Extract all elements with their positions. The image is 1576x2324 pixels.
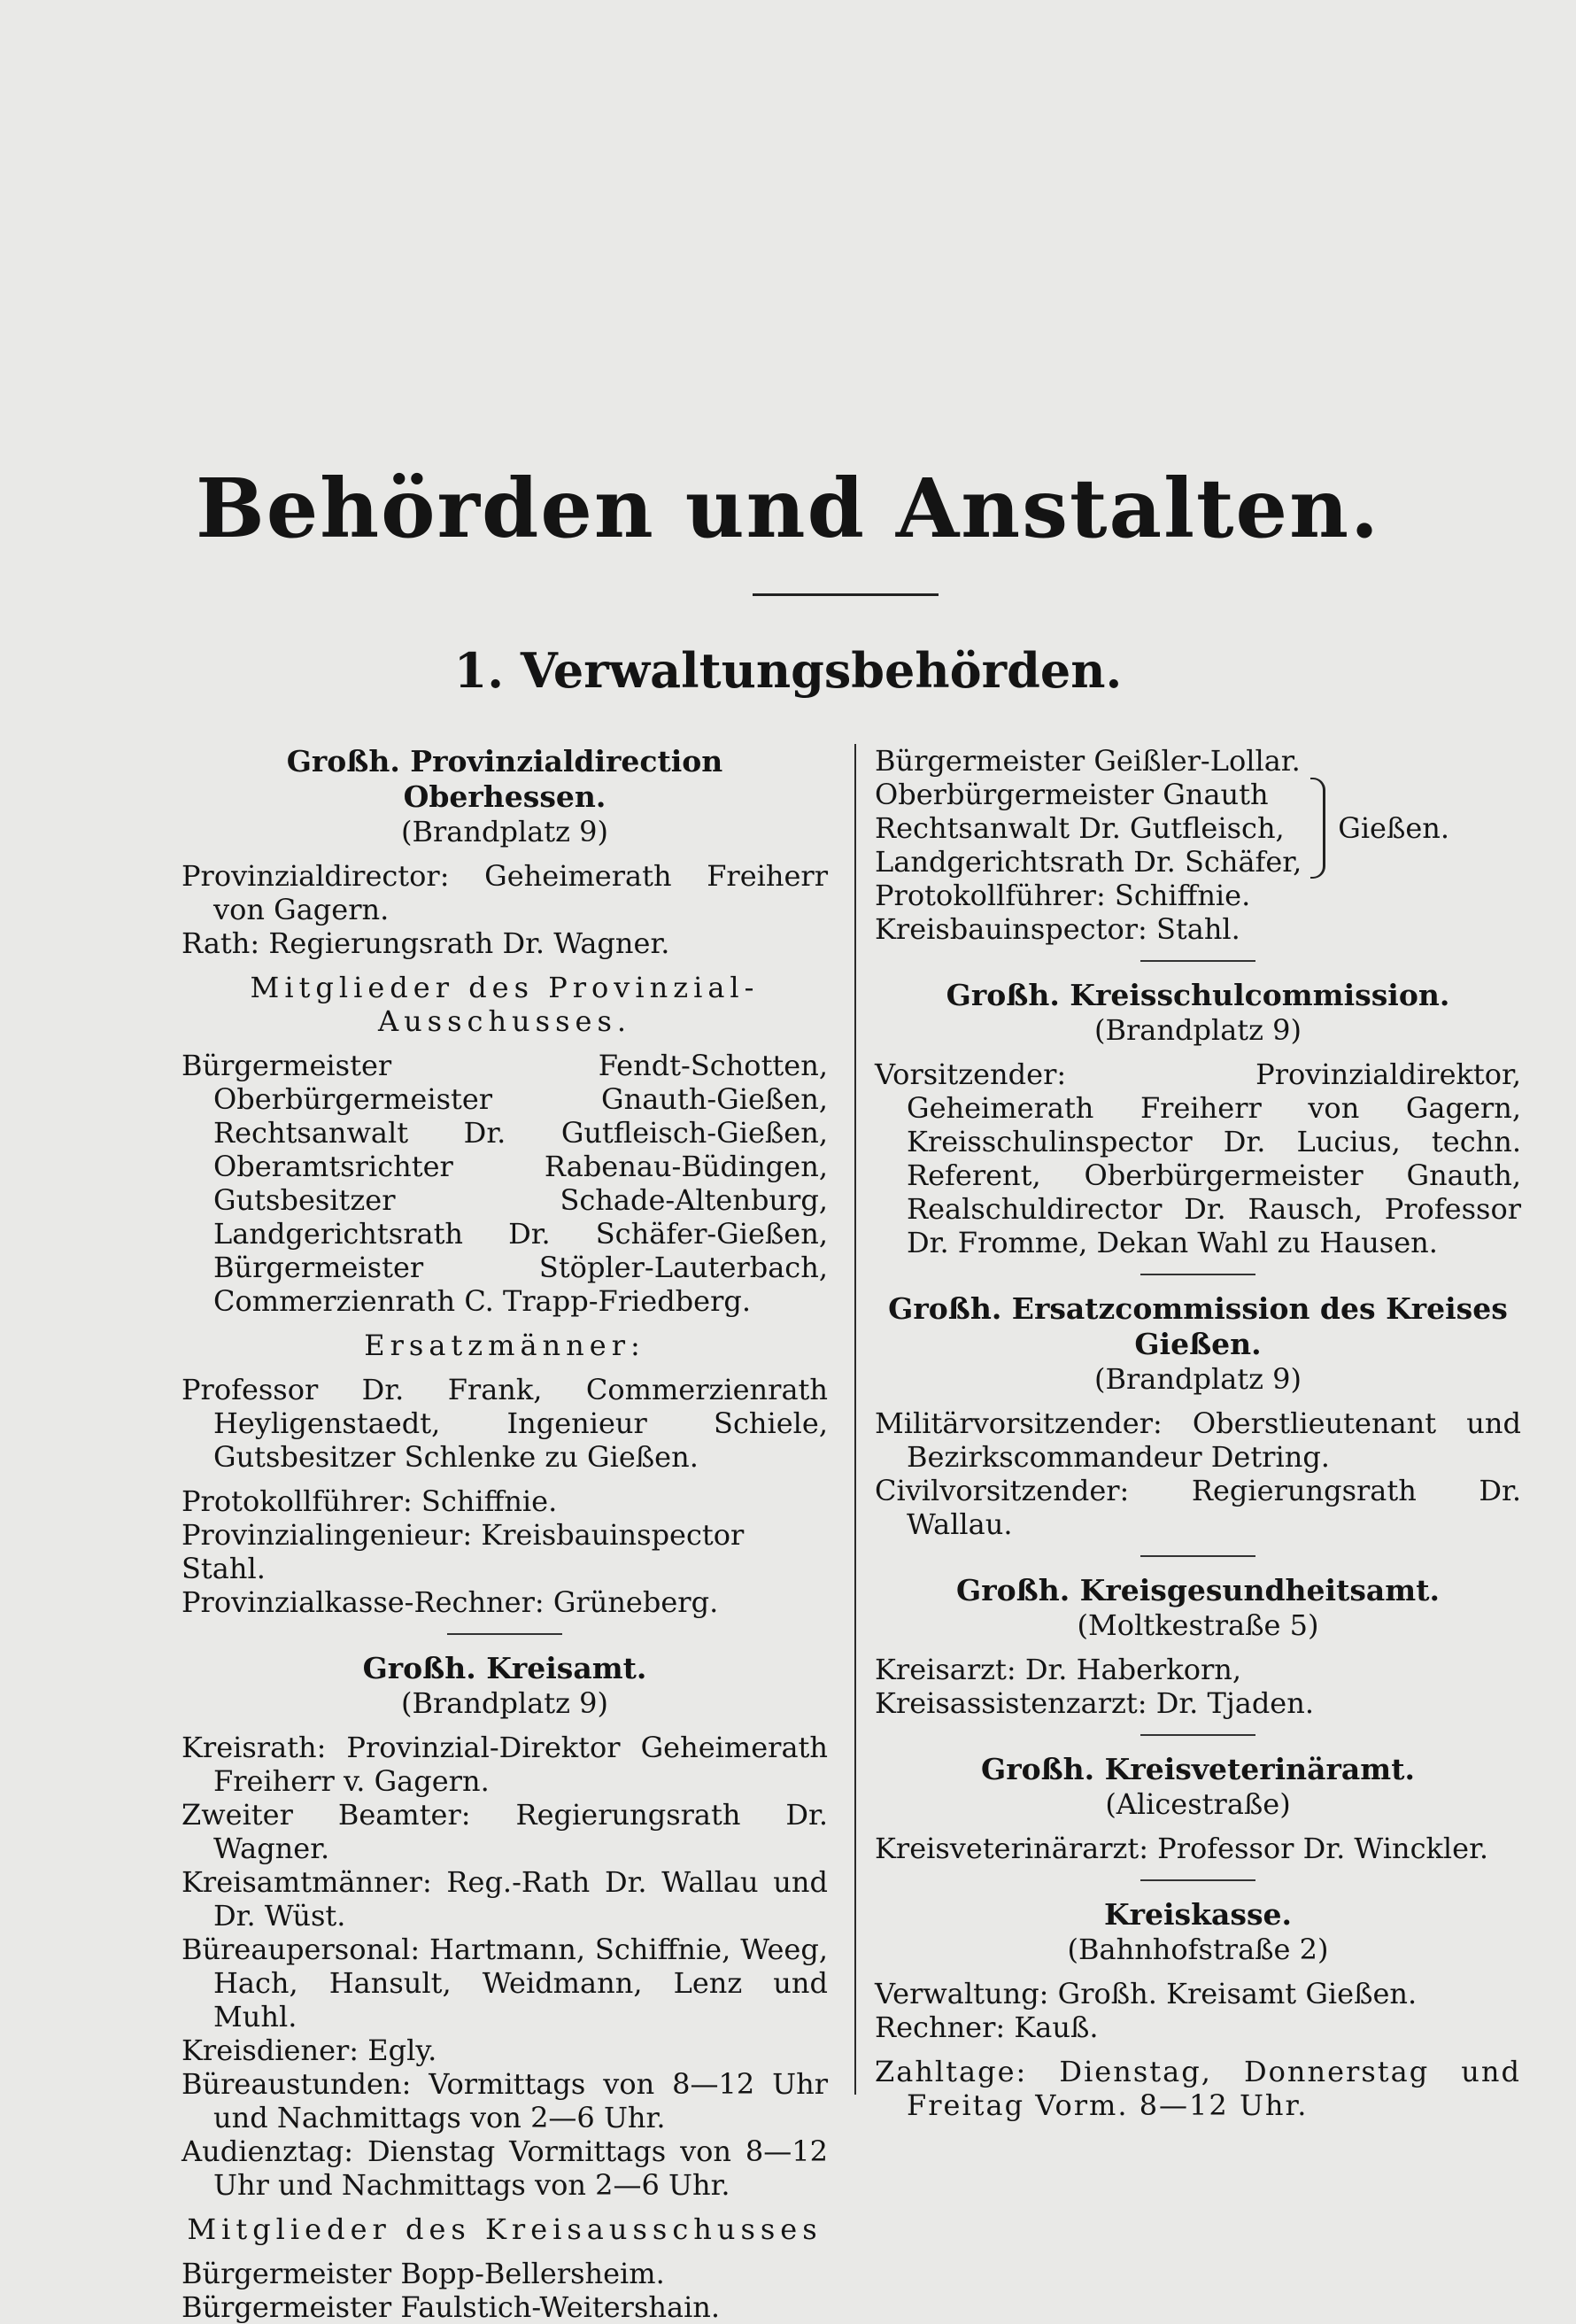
- kreisausschuss-line: Bürgermeister Bopp-Bellersheim.: [182, 2257, 665, 2290]
- ersatzcomm-line: Civilvorsitzender: Regierungsrath Dr. Wallau.: [875, 1474, 1521, 1541]
- section-rule: [1140, 1879, 1255, 1881]
- provinzial-extra-line: Protokollführer: Schiffnie.: [182, 1484, 558, 1518]
- gesundheit-address: (Moltkestraße 5): [1077, 1608, 1319, 1642]
- kreisamt-line: Kreisdiener: Egly.: [182, 2034, 437, 2067]
- section-rule: [1140, 1555, 1255, 1557]
- ersatzcomm-line: Militärvorsitzender: Oberstlieutenant und Bezirkscommandeur Detring.: [875, 1406, 1521, 1474]
- bracket-group: [875, 778, 1521, 879]
- kreisamt-line: Audienztag: Dienstag Vormittags von 8—12 Uhr und Nachmittags von 2—6 Uhr.: [182, 2134, 828, 2202]
- left-column: [182, 744, 828, 2324]
- bracket-label: Gießen.: [1338, 811, 1450, 845]
- gesundheit-line: Kreisarzt: Dr. Haberkorn,: [875, 1653, 1242, 1686]
- bracket-line: Oberbürgermeister Gnauth: [875, 778, 1269, 811]
- right-after-line: Kreisbauinspector: Stahl.: [875, 912, 1240, 946]
- kreisamt-heading: Großh. Kreisamt.: [362, 1651, 647, 1685]
- right-after-line: Protokollführer: Schiffnie.: [875, 879, 1251, 912]
- kasse-heading: Kreiskasse.: [1103, 1897, 1293, 1932]
- provinzial-address: (Brandplatz 9): [401, 815, 608, 848]
- section-rule: [1140, 1734, 1255, 1736]
- provinzial-extra-line: Provinzialingenieur: Kreisbauinspector Stahl.: [182, 1518, 745, 1585]
- kasse-zahltage: Zahltage: Dienstag, Donnerstag und Freitag Vorm. 8—12 Uhr.: [875, 2055, 1521, 2122]
- kreisamt-line: Kreisrath: Provinzial-Direktor Geheimerath Freiherr v. Gagern.: [182, 1731, 828, 1798]
- ersatz-heading: Ersatzmänner:: [364, 1329, 645, 1362]
- kreisamt-line: Büreaustunden: Vormittags von 8—12 Uhr und Nachmittags von 2—6 Uhr.: [182, 2067, 828, 2134]
- kreisamt-line: Büreaupersonal: Hartmann, Schiffnie, Weeg, Hach, Hansult, Weidmann, Lenz und Muhl.: [182, 1933, 828, 2034]
- kasse-line: Rechner: Kauß.: [875, 2010, 1099, 2044]
- provinzial-ausschuss-text: Bürgermeister Fendt-Schotten, Oberbürgermeister Gnauth-Gießen, Rechtsanwalt Dr. Gutfleisch-Gießen, Oberamtsrichter Rabenau-Büdingen, Gutsbesitzer Schade-Altenburg, Landgerichtsrath Dr. Schäfer-Gießen, Bürgermeister Stöpler-Lauterbach, Commerzienrath C. Trapp-Friedberg.: [182, 1049, 828, 1318]
- kreisausschuss-heading: Mitglieder des Kreisausschusses: [187, 2212, 823, 2246]
- right-column: [875, 744, 1521, 2122]
- bracket-line: Landgerichtsrath Dr. Schäfer,: [875, 845, 1302, 879]
- provinzial-ausschuss-heading: Mitglieder des Provinzial-Ausschusses.: [250, 971, 760, 1038]
- title-rule: [753, 593, 939, 596]
- kreisamt-line: Kreisamtmänner: Reg.-Rath Dr. Wallau und Dr. Wüst.: [182, 1865, 828, 1933]
- column-divider: [854, 744, 856, 2095]
- section-title: 1. Verwaltungsbehörden.: [453, 642, 1123, 699]
- provinzial-extra-line: Provinzialkasse-Rechner: Grüneberg.: [182, 1585, 719, 1619]
- brace-mark: [1310, 778, 1325, 879]
- provinzial-heading: Großh. Provinzialdirection Oberhessen.: [286, 744, 723, 814]
- section-rule: [1140, 960, 1255, 962]
- gesundheit-heading: Großh. Kreisgesundheitsamt.: [956, 1573, 1440, 1607]
- provinzial-line: Provinzialdirector: Geheimerath Freiherr von Gagern.: [182, 859, 828, 926]
- section-rule: [447, 1633, 562, 1635]
- kasse-line: Verwaltung: Großh. Kreisamt Gießen.: [875, 1977, 1418, 2010]
- gesundheit-line: Kreisassistenzarzt: Dr. Tjaden.: [875, 1686, 1315, 1720]
- kreisschul-heading: Großh. Kreisschulcommission.: [946, 978, 1450, 1012]
- ersatzcomm-address: (Brandplatz 9): [1094, 1362, 1302, 1396]
- page-title: Behörden und Anstalten.: [196, 461, 1380, 556]
- kreisamt-line: Zweiter Beamter: Regierungsrath Dr. Wagner.: [182, 1798, 828, 1865]
- veterinaer-line: Kreisveterinärarzt: Professor Dr. Winckler.: [875, 1832, 1489, 1865]
- provinzial-line: Rath: Regierungsrath Dr. Wagner.: [182, 926, 670, 960]
- kreisausschuss-line: Bürgermeister Faulstich-Weitershain.: [182, 2290, 721, 2324]
- section-rule: [1140, 1274, 1255, 1275]
- kreisschul-text: Vorsitzender: Provinzialdirektor, Geheimerath Freiherr von Gagern, Kreisschulinspector Dr. Lucius, techn. Referent, Oberbürgermeister Gnauth, Realschuldirector Dr. Rausch, Professor Dr. Fromme, Dekan Wahl zu Hausen.: [875, 1057, 1521, 1259]
- kreisamt-address: (Brandplatz 9): [401, 1686, 608, 1720]
- kreisschul-address: (Brandplatz 9): [1094, 1013, 1302, 1047]
- veterinaer-address: (Alicestraße): [1105, 1787, 1291, 1821]
- bracket-line: Rechtsanwalt Dr. Gutfleisch,: [875, 811, 1285, 845]
- ersatz-text: Professor Dr. Frank, Commerzienrath Heyligenstaedt, Ingenieur Schiele, Gutsbesitzer Schlenke zu Gießen.: [182, 1373, 828, 1474]
- kasse-address: (Bahnhofstraße 2): [1067, 1933, 1329, 1966]
- veterinaer-heading: Großh. Kreisveterinäramt.: [981, 1752, 1415, 1786]
- ersatzcomm-heading: Großh. Ersatzcommission des Kreises Gießen.: [888, 1291, 1508, 1361]
- right-top-line: Bürgermeister Geißler-Lollar.: [875, 744, 1301, 778]
